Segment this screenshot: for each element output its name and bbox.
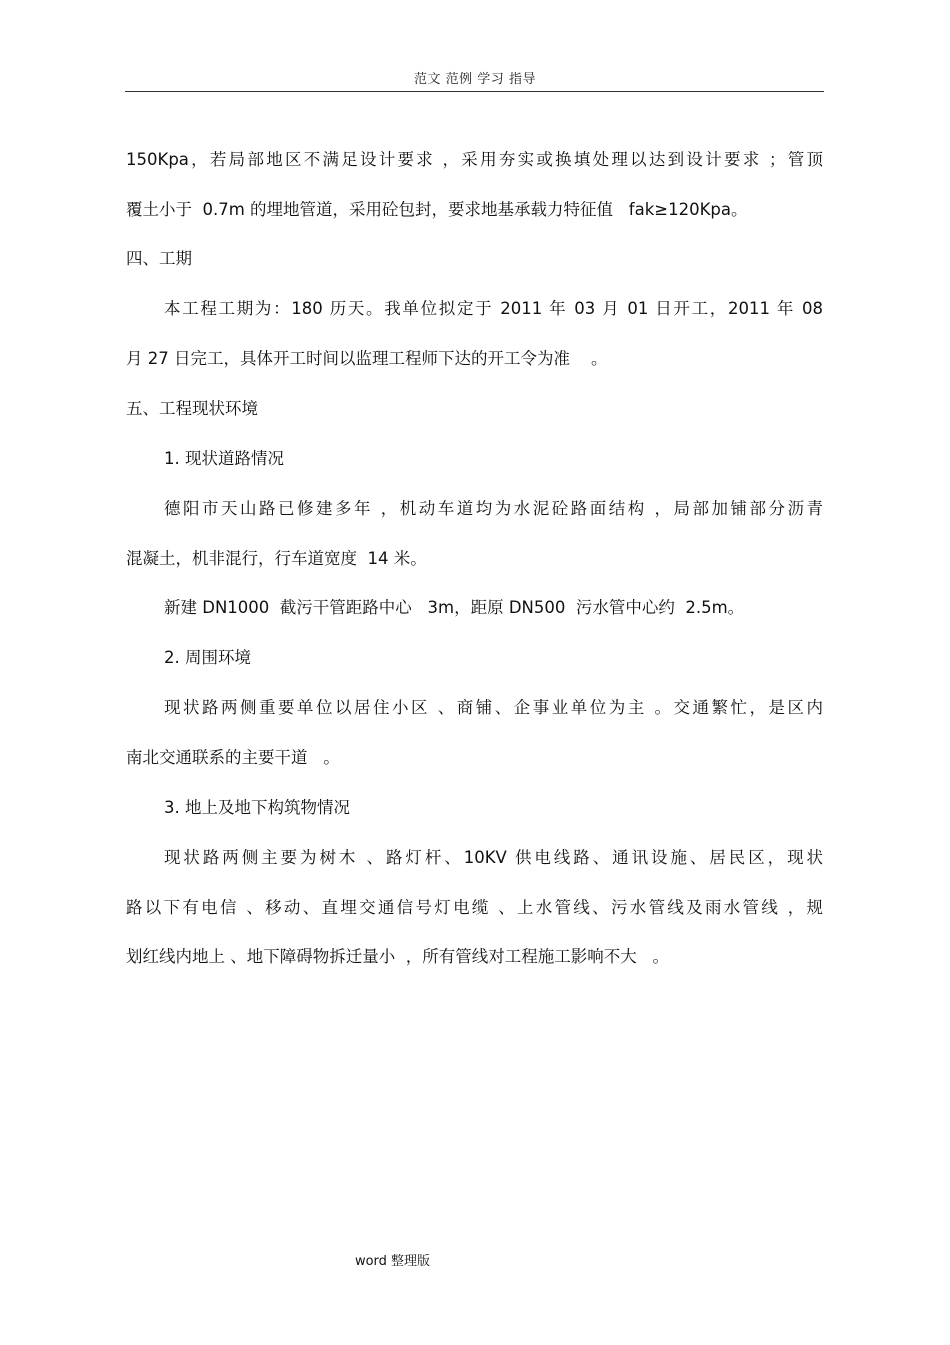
page-header: 范文 范例 学习 指导 <box>414 72 536 87</box>
paragraph-line: 本工程工期为：180 历天。我单位拟定于 2011 年 03 月 01 日开工，2011 年 08 <box>164 299 823 318</box>
paragraph-line: 划红线内地上 、地下障碍物拆迁量小 ，所有管线对工程施工影响不大 。 <box>126 947 669 966</box>
paragraph-line: 南北交通联系的主要干道 。 <box>126 748 340 767</box>
paragraph-line: 路以下有电信 、移动、直埋交通信号灯电缆 、上水管线、污水管线及雨水管线 ，规 <box>126 898 823 917</box>
paragraph-line: 混凝土，机非混行，行车道宽度 14 米。 <box>126 549 427 568</box>
paragraph-line: 覆土小于 0.7m 的埋地管道，采用砼包封，要求地基承载力特征值 fak≥120Kpa。 <box>126 200 748 219</box>
page-footer: word 整理版 <box>354 1254 431 1269</box>
section-heading: 四、工期 <box>126 249 192 268</box>
paragraph-line: 现状路两侧重要单位以居住小区 、商铺、企事业单位为主 。交通繁忙，是区内 <box>164 698 823 717</box>
header-rule <box>125 91 824 92</box>
subsection-heading: 2. 周围环境 <box>164 648 251 667</box>
section-heading: 五、工程现状环境 <box>126 399 258 418</box>
subsection-heading: 1. 现状道路情况 <box>164 449 284 468</box>
subsection-heading: 3. 地上及地下构筑物情况 <box>164 798 350 817</box>
paragraph-line: 月 27 日完工，具体开工时间以监理工程师下达的开工令为准 。 <box>126 349 608 368</box>
paragraph-line: 德阳市天山路已修建多年 ，机动车道均为水泥砼路面结构 ，局部加铺部分沥青 <box>164 499 823 518</box>
paragraph-line: 150Kpa，若局部地区不满足设计要求 ，采用夯实或换填处理以达到设计要求 ；管顶 <box>126 150 823 169</box>
paragraph-line: 新建 DN1000 截污干管距路中心 3m，距原 DN500 污水管中心约 2.5m。 <box>164 598 745 617</box>
paragraph-line: 现状路两侧主要为树木 、路灯杆、10KV 供电线路、通讯设施、居民区，现状 <box>164 848 823 867</box>
